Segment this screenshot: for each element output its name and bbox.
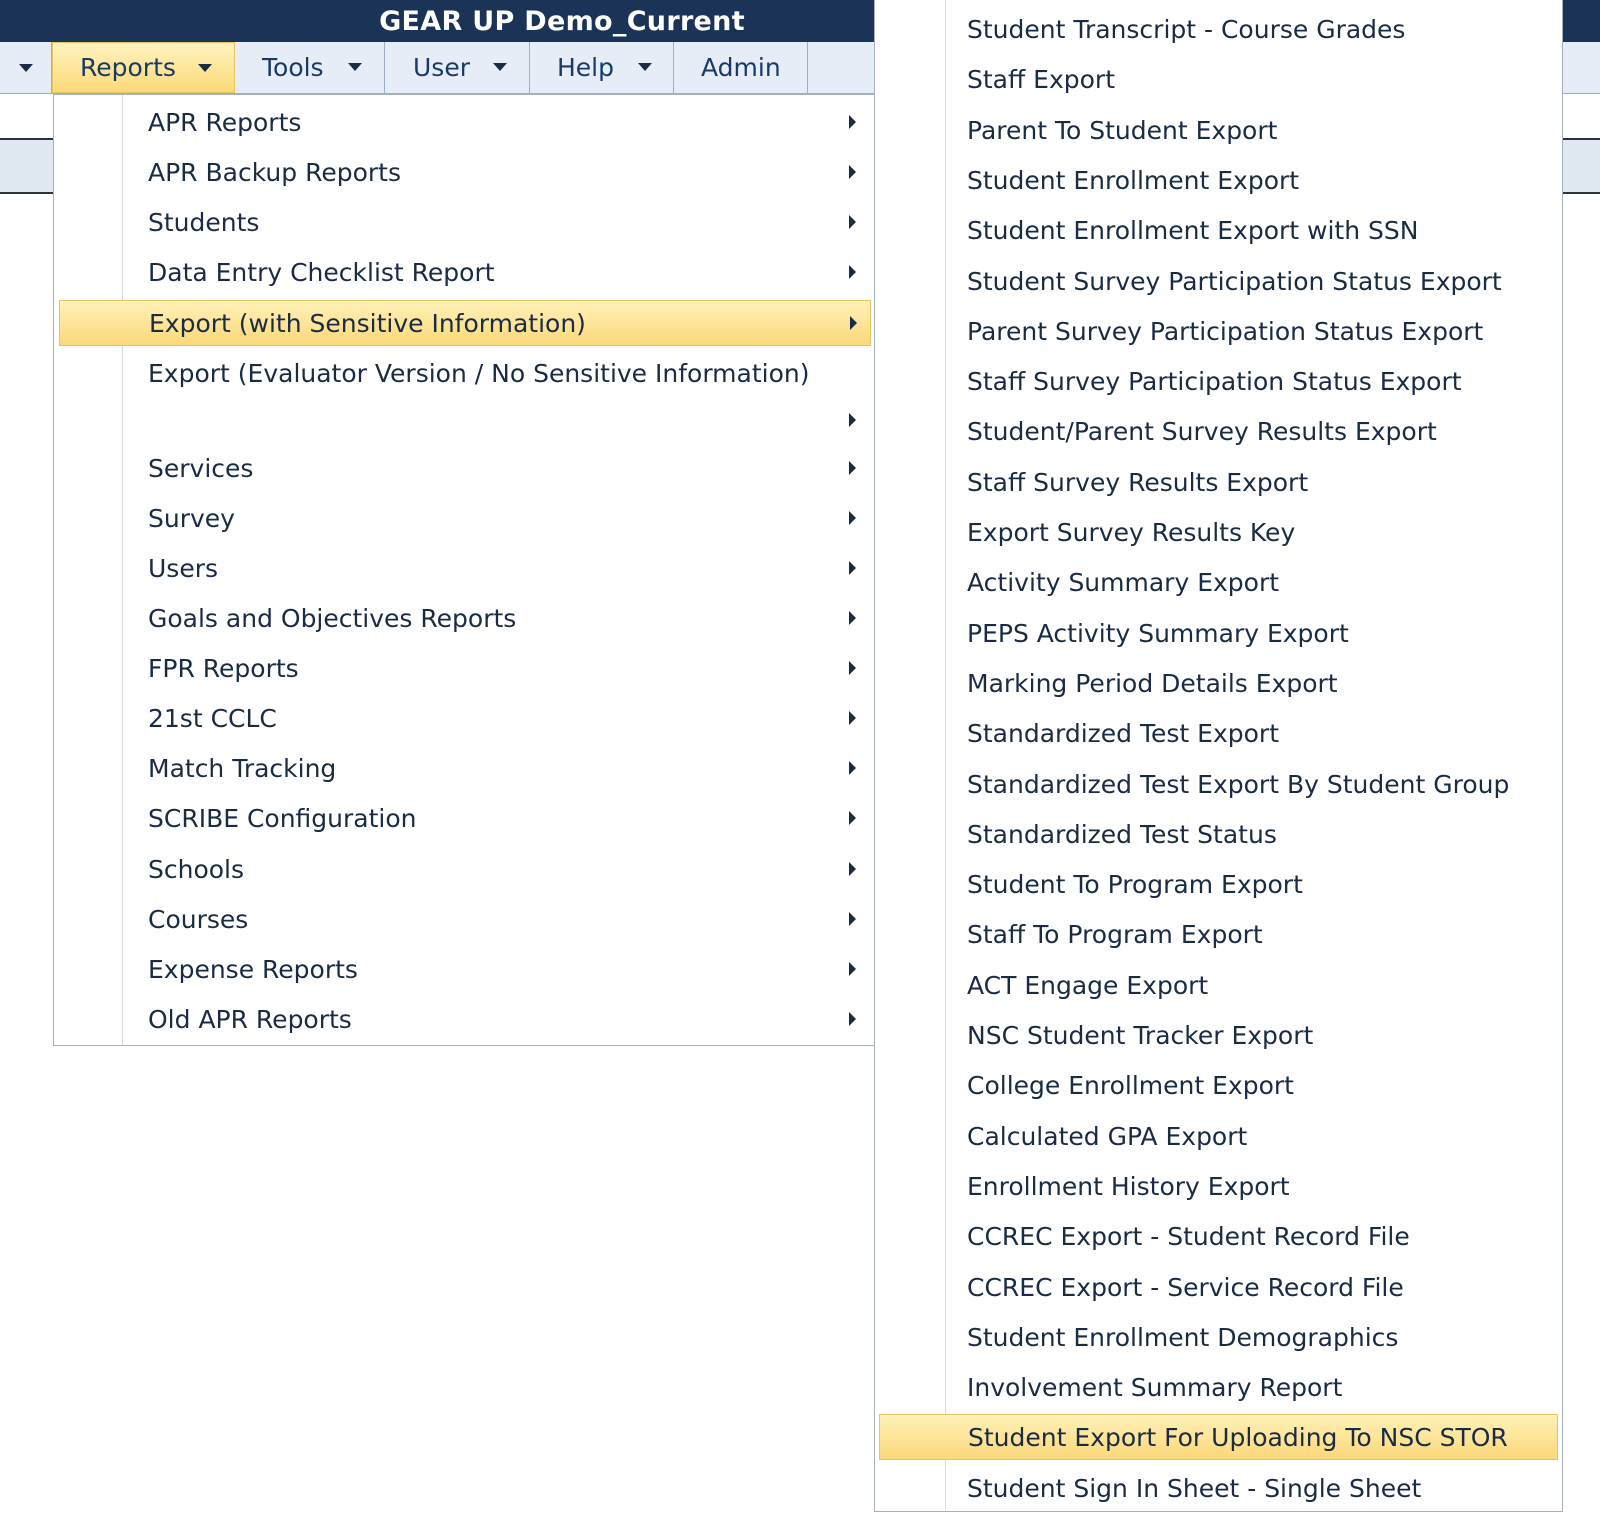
submenu-item-label: Involvement Summary Report — [967, 1372, 1343, 1402]
menubar-right-edge — [1562, 42, 1600, 94]
menu-overflow-toggle[interactable] — [0, 42, 52, 93]
submenu-item[interactable] — [875, 157, 1562, 203]
menu-item-21st-cclc[interactable] — [54, 695, 874, 741]
submenu-item-label: Enrollment History Export — [967, 1171, 1290, 1201]
submenu-arrow-icon — [849, 711, 856, 725]
submenu-arrow-icon — [849, 1012, 856, 1026]
menu-item-label: Services — [148, 453, 254, 483]
menu-admin[interactable] — [674, 42, 808, 93]
submenu-item-label: CCREC Export - Student Record File — [967, 1221, 1410, 1251]
submenu-arrow-icon — [849, 461, 856, 475]
menu-item-students[interactable] — [54, 199, 874, 245]
menu-item-fpr-reports[interactable] — [54, 645, 874, 691]
menu-user[interactable] — [385, 42, 530, 93]
submenu-item[interactable] — [875, 308, 1562, 354]
submenu-item-label: ACT Engage Export — [967, 970, 1209, 1000]
submenu-item-label: NSC Student Tracker Export — [967, 1020, 1314, 1050]
submenu-item[interactable] — [875, 811, 1562, 857]
submenu-item[interactable] — [875, 1364, 1562, 1410]
menu-item-label: Courses — [148, 904, 249, 934]
menu-admin-label: Admin — [701, 53, 781, 82]
submenu-item[interactable] — [875, 610, 1562, 656]
submenu-item-label: Standardized Test Export — [967, 718, 1280, 748]
menu-item-label: Old APR Reports — [148, 1004, 352, 1034]
menu-item-services[interactable] — [54, 445, 874, 491]
caret-down-icon — [19, 64, 33, 72]
menu-item-match-tracking[interactable] — [54, 745, 874, 791]
submenu-item-label: Parent To Student Export — [967, 115, 1278, 145]
submenu-item-label: Staff To Program Export — [967, 919, 1263, 949]
submenu-item[interactable] — [875, 559, 1562, 605]
submenu-arrow-icon — [849, 165, 856, 179]
menu-item-apr-backup-reports[interactable] — [54, 149, 874, 195]
caret-down-icon — [493, 63, 507, 71]
submenu-item[interactable] — [875, 459, 1562, 505]
menu-tools-label: Tools — [262, 53, 324, 82]
submenu-item[interactable] — [875, 1113, 1562, 1159]
menu-help-label: Help — [557, 53, 614, 82]
submenu-item-label: PEPS Activity Summary Export — [967, 618, 1349, 648]
submenu-arrow-icon — [849, 912, 856, 926]
submenu-item-label: College Enrollment Export — [967, 1070, 1294, 1100]
submenu-item-label: Parent Survey Participation Status Export — [967, 316, 1484, 346]
submenu-item[interactable] — [875, 911, 1562, 957]
menu-item-label: FPR Reports — [148, 653, 299, 683]
submenu-item[interactable] — [879, 1414, 1558, 1460]
submenu-item[interactable] — [875, 1012, 1562, 1058]
menu-item-label: Survey — [148, 503, 235, 533]
submenu-item-label: Standardized Test Export By Student Group — [967, 769, 1510, 799]
submenu-item[interactable] — [875, 56, 1562, 102]
submenu-item[interactable] — [875, 962, 1562, 1008]
submenu-item[interactable] — [875, 358, 1562, 404]
menu-item-label: Students — [148, 207, 260, 237]
main-menubar — [0, 42, 874, 94]
submenu-item[interactable] — [875, 1163, 1562, 1209]
submenu-item-label: Staff Survey Participation Status Export — [967, 366, 1462, 396]
submenu-item[interactable] — [875, 258, 1562, 304]
submenu-item[interactable] — [875, 207, 1562, 253]
submenu-item[interactable] — [875, 509, 1562, 555]
reports-dropdown-menu — [53, 94, 875, 1046]
menu-item-scribe-configuration[interactable] — [54, 795, 874, 841]
submenu-item-label: Student Enrollment Export — [967, 165, 1300, 195]
submenu-item[interactable] — [875, 107, 1562, 153]
submenu-item[interactable] — [875, 861, 1562, 907]
menu-item-label: Export (Evaluator Version / No Sensitive Information) — [148, 359, 810, 388]
submenu-arrow-icon — [849, 511, 856, 525]
submenu-arrow-icon — [849, 811, 856, 825]
submenu-item[interactable] — [875, 1264, 1562, 1310]
page-toolbar-strip-right — [1562, 138, 1600, 194]
submenu-item[interactable] — [875, 761, 1562, 807]
menu-item-label: Users — [148, 553, 219, 583]
caret-down-icon — [198, 64, 212, 72]
menu-tools[interactable] — [235, 42, 385, 93]
submenu-item-label: Staff Export — [967, 64, 1115, 94]
menu-item-label: Data Entry Checklist Report — [148, 257, 495, 287]
submenu-arrow-icon — [849, 761, 856, 775]
submenu-item-label: Student Export For Uploading To NSC STOR — [968, 1422, 1508, 1452]
menu-item-label: Export (with Sensitive Information) — [149, 308, 586, 338]
submenu-item[interactable] — [875, 1314, 1562, 1360]
title-bar-right-edge — [1562, 0, 1600, 42]
submenu-item-label: Marking Period Details Export — [967, 668, 1338, 698]
submenu-item-label: Standardized Test Status — [967, 819, 1277, 849]
submenu-arrow-icon — [849, 215, 856, 229]
menu-item-data-entry-checklist[interactable] — [54, 249, 874, 295]
menu-item-users[interactable] — [54, 545, 874, 591]
menu-item-courses[interactable] — [54, 896, 874, 942]
submenu-arrow-icon — [849, 115, 856, 129]
submenu-item-label: Student Sign In Sheet - Single Sheet — [967, 1473, 1422, 1503]
menu-user-label: User — [413, 53, 470, 82]
submenu-arrow-icon — [849, 561, 856, 575]
submenu-item-label: Calculated GPA Export — [967, 1121, 1248, 1151]
menu-item-survey[interactable] — [54, 495, 874, 541]
caret-down-icon — [348, 63, 362, 71]
submenu-item[interactable] — [875, 1213, 1562, 1259]
submenu-item[interactable] — [875, 6, 1562, 52]
menu-reports-label: Reports — [80, 53, 176, 82]
app-title: GEAR UP Demo_Current — [379, 5, 745, 37]
submenu-item-label: Activity Summary Export — [967, 567, 1280, 597]
menu-item-export-evaluator[interactable] — [54, 351, 874, 447]
submenu-arrow-icon — [850, 316, 857, 330]
menu-item-label: APR Reports — [148, 107, 302, 137]
submenu-arrow-icon — [849, 862, 856, 876]
menu-item-schools[interactable] — [54, 846, 874, 892]
caret-down-icon — [638, 63, 652, 71]
submenu-item-label: Staff Survey Results Export — [967, 467, 1309, 497]
submenu-item[interactable] — [875, 660, 1562, 706]
submenu-item-label: CCREC Export - Service Record File — [967, 1272, 1404, 1302]
submenu-arrow-icon — [849, 413, 856, 427]
menu-item-label: Schools — [148, 854, 245, 884]
submenu-arrow-icon — [849, 661, 856, 675]
submenu-item-label: Student Transcript - Course Grades — [967, 14, 1406, 44]
submenu-item[interactable] — [875, 408, 1562, 454]
menu-item-old-apr-reports[interactable] — [54, 996, 874, 1042]
menu-item-label: Expense Reports — [148, 954, 358, 984]
submenu-item[interactable] — [875, 1062, 1562, 1108]
menu-reports[interactable] — [52, 42, 235, 93]
menu-item-label: Goals and Objectives Reports — [148, 603, 517, 633]
page-toolbar-strip — [0, 140, 54, 194]
menu-item-label: 21st CCLC — [148, 703, 277, 733]
submenu-item[interactable] — [875, 1465, 1562, 1511]
menu-item-label: Match Tracking — [148, 753, 337, 783]
submenu-item-label: Student Enrollment Export with SSN — [967, 215, 1419, 245]
submenu-item-label: Student To Program Export — [967, 869, 1303, 899]
submenu-item-label: Student Enrollment Demographics — [967, 1322, 1399, 1352]
menu-item-label: SCRIBE Configuration — [148, 803, 417, 833]
submenu-item-label: Export Survey Results Key — [967, 517, 1296, 547]
app-title-bar — [0, 0, 874, 42]
menu-item-label: APR Backup Reports — [148, 157, 401, 187]
submenu-item-label: Student Survey Participation Status Export — [967, 266, 1502, 296]
submenu-item[interactable] — [875, 710, 1562, 756]
menu-item-apr-reports[interactable] — [54, 99, 874, 145]
menu-item-export-sensitive[interactable] — [59, 300, 871, 346]
menu-item-goals-objectives[interactable] — [54, 595, 874, 641]
menu-help[interactable] — [530, 42, 674, 93]
submenu-arrow-icon — [849, 611, 856, 625]
submenu-arrow-icon — [849, 265, 856, 279]
menu-item-expense-reports[interactable] — [54, 946, 874, 992]
submenu-item-label: Student/Parent Survey Results Export — [967, 416, 1437, 446]
submenu-arrow-icon — [849, 962, 856, 976]
export-sensitive-submenu — [874, 0, 1563, 1512]
